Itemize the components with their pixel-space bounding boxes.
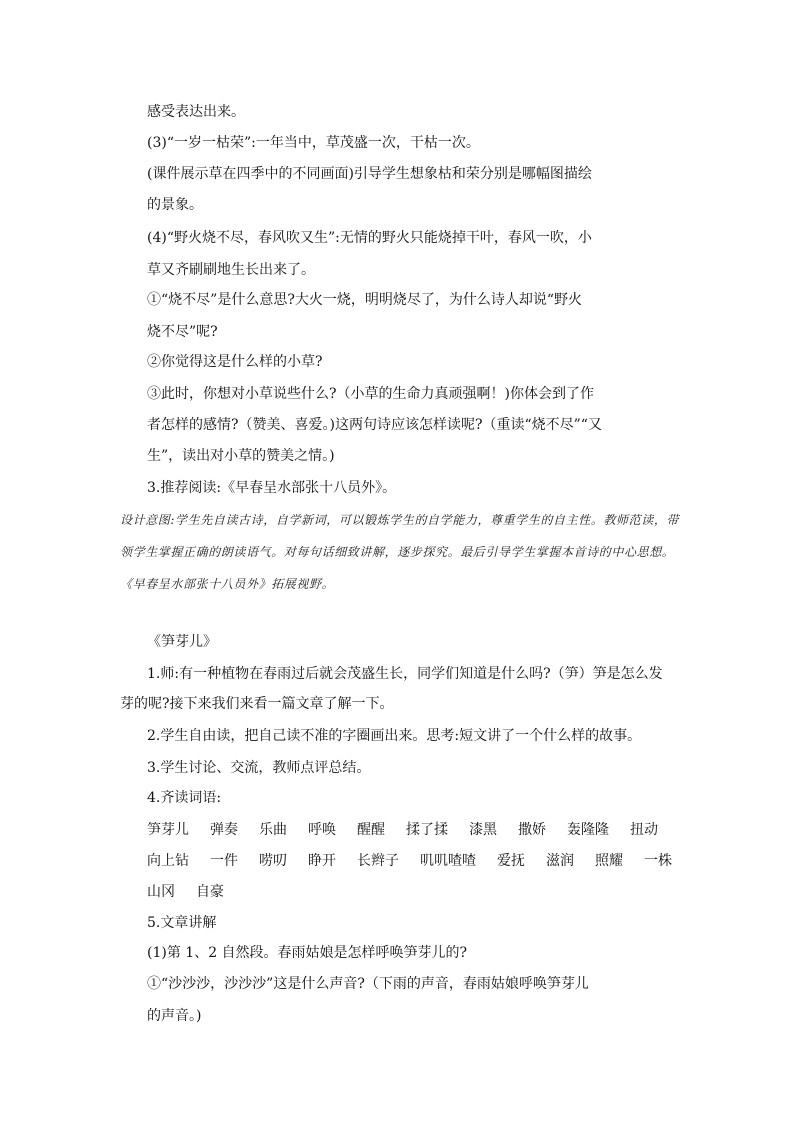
vocab-word: 弹奏 (210, 822, 238, 838)
text-line: 感受表达出来。 (147, 104, 245, 120)
text-line: 2.学生自由读，把自己读不准的字圈画出来。思考:短文讲了一个什么样的故事。 (147, 728, 642, 744)
text-line: 5.文章讲解 (147, 915, 217, 931)
text-line: 草又齐刷刷地生长出来了。 (147, 262, 315, 278)
text-line: ①“烧不尽”是什么意思?大火一烧，明明烧尽了，为什么诗人却说“野火 (147, 292, 582, 308)
text-line: 4.齐读词语: (147, 790, 222, 806)
vocab-word: 扭动 (630, 822, 658, 838)
text-line: 3.推荐阅读:《早春呈水部张十八员外》。 (147, 480, 397, 496)
vocab-word: 滋润 (546, 853, 574, 869)
section-title: 《笋芽儿》 (147, 634, 217, 650)
vocab-word: 照耀 (595, 853, 623, 869)
vocab-word: 睁开 (308, 853, 336, 869)
vocab-word: 长辫子 (357, 853, 399, 869)
text-line: 芽的呢?接下来我们来看一篇文章了解一下。 (120, 696, 394, 712)
vocab-word: 醒醒 (357, 822, 385, 838)
text-line: 的声音。) (147, 1008, 202, 1024)
text-line: (4)“野火烧不尽，春风吹又生”:无情的野火只能烧掉干叶，春风一吹，小 (147, 230, 592, 246)
text-line: 1.师:有一种植物在春雨过后就会茂盛生长，同学们知道是什么吗?（笋）笋是怎么发 (147, 666, 663, 682)
vocab-word: 叽叽喳喳 (420, 853, 476, 869)
vocab-word: 揉了揉 (406, 822, 448, 838)
text-line: (3)“一岁一枯荣”:一年当中，草茂盛一次，干枯一次。 (147, 135, 480, 151)
text-line: ②你觉得这是什么样的小草? (147, 354, 323, 370)
text-line: 3.学生讨论、交流，教师点评总结。 (147, 760, 371, 776)
vocab-word: 呼唤 (308, 822, 336, 838)
vocab-word: 笋芽儿 (147, 822, 189, 838)
text-line: 烧不尽”呢? (147, 324, 218, 340)
vocab-word: 撒娇 (518, 822, 546, 838)
design-intent-note: 设计意图:学生先自读古诗，自学新词，可以锻炼学生的自学能力，尊重学生的自主性。教师范读，带领学生掌握正确的朗读语气。对每句话细致讲解，逐步探究。最后引导学生掌握本首诗的中心思想。《早春呈水部张十八员外》拓展视野。 (120, 513, 680, 591)
text-line: 者怎样的感情?（赞美、喜爱。)这两句诗应该怎样读呢?（重读“烧不尽”“又 (147, 417, 602, 433)
text-line: ③此时，你想对小草说些什么?（小草的生命力真顽强啊！)你体会到了作 (147, 386, 594, 402)
vocab-word: 一株 (644, 853, 672, 869)
vocab-word: 向上钻 (147, 853, 189, 869)
vocab-word: 一件 (210, 853, 238, 869)
vocab-word: 自豪 (196, 884, 224, 900)
vocab-word: 爱抚 (497, 853, 525, 869)
text-line: ①“沙沙沙，沙沙沙”这是什么声音?（下雨的声音，春雨姑娘呼唤笋芽儿 (147, 976, 589, 992)
vocab-word: 轰隆隆 (567, 822, 609, 838)
vocab-word: 唠叨 (259, 853, 287, 869)
text-line: (1)第 1、2 自然段。春雨姑娘是怎样呼唤笋芽儿的? (147, 945, 468, 961)
vocab-word: 乐曲 (259, 822, 287, 838)
vocab-word: 漆黑 (469, 822, 497, 838)
text-line: 的景象。 (147, 197, 203, 213)
text-line: 生”，读出对小草的赞美之情。) (147, 448, 335, 464)
vocab-word: 山冈 (147, 884, 175, 900)
text-line: (课件展示草在四季中的不同画面)引导学生想象枯和荣分别是哪幅图描绘 (147, 166, 592, 182)
